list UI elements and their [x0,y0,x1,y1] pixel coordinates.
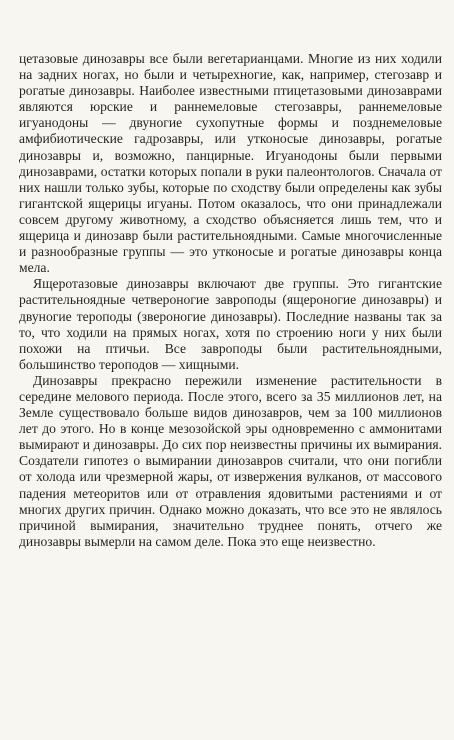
paragraph-1: цетазовые динозавры все были вегетарианцами. Многие из них ходили на задних ногах, но были и четырехногие, как, например, стегозавр и рогатые динозавры. Наиболее известными птицетазовыми динозаврами являются юрские и раннемеловые стегозавры, раннемеловые игуанодоны — двуногие сухопутные формы и позднемеловые амфибиотические гадрозавры, или утконосые динозавры, рогатые динозавры и, возможно, панцирные. Игуанодоны были первыми динозаврами, остатки которых попали в руки палеонтологов. Сначала от них нашли только зубы, которые по сходству были определены как зубы гигантской ящерицы игуаны. Потом оказалось, что они принадлежали совсем другому животному, а сходство объясняется лишь тем, что и ящерица и динозавр были растительноядными. Самые многочисленные и разнообразные группы — это утконосые и рогатые динозавры конца мела. [19,51,442,276]
page-body [19,51,442,550]
paragraph-2: Ящеротазовые динозавры включают две группы. Это гигантские растительноядные четвероногие завроподы (ящероногие динозавры) и двуногие тероподы (звероногие динозавры). Последние названы так за то, что ходили на прямых ногах, хотя по строению ноги у них были похожи на птичьи. Все завроподы были растительноядными, большинство тероподов — хищными. [19,276,442,372]
paragraph-3: Динозавры прекрасно пережили изменение растительности в середине мелового периода. После этого, всего за 35 миллионов лет, на Земле существовало больше видов динозавров, чем за 100 миллионов лет до этого. Но в конце мезозойской эры одновременно с аммонитами вымирают и динозавры. До сих пор неизвестны причины их вымирания. Создатели гипотез о вымирании динозавров считали, что они погибли от холода или чрезмерной жары, от извержения вулканов, от массового падения метеоритов или от отравления ядовитыми растениями и от многих других причин. Однако можно доказать, что все это не являлось причиной вымирания, значительно труднее понять, отчего же динозавры вымерли на самом деле. Пока это еще неизвестно. [19,372,442,549]
